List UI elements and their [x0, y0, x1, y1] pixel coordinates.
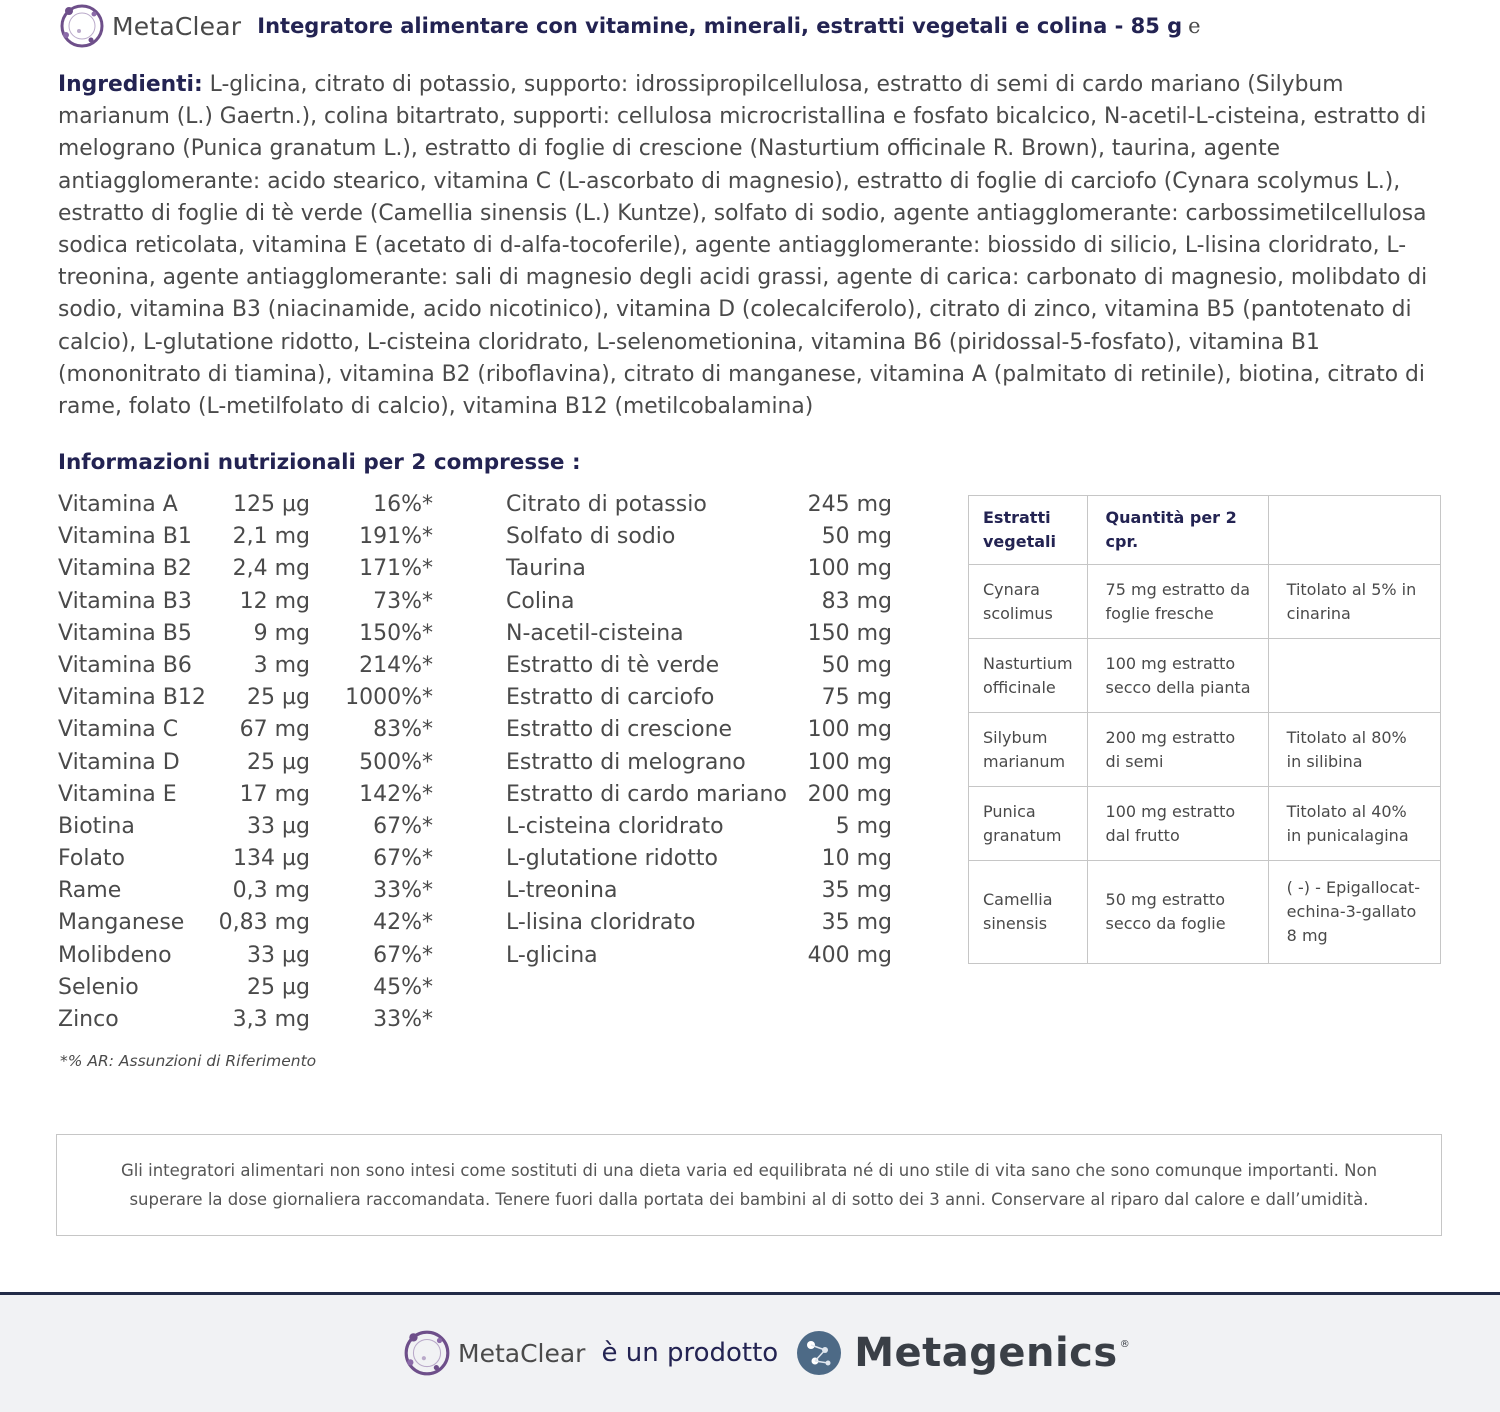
vitamin-percentage: 500%* [359, 749, 433, 775]
table-row [969, 639, 1441, 713]
nutrition-title: Informazioni nutrizionali per 2 compresse : [58, 450, 581, 475]
vitamin-percentage: 83%* [373, 717, 433, 743]
substance-name: Citrato di potassio [506, 492, 707, 517]
substance-name: Solfato di sodio [506, 524, 676, 550]
substance-quantity: 35 mg [821, 910, 892, 936]
table-row [506, 907, 894, 939]
table-row [506, 940, 894, 972]
substance-quantity: 50 mg [821, 524, 892, 550]
table-row [506, 553, 894, 585]
substance-name: Estratto di carciofo [506, 685, 715, 711]
metaclear-logo-icon [402, 1328, 452, 1378]
vitamin-name: Vitamina B5 [58, 620, 192, 646]
vitamin-name: Vitamina C [58, 717, 179, 743]
vitamin-name: Vitamina D [58, 749, 180, 775]
substance-quantity: 100 mg [807, 749, 892, 775]
vitamin-name: Selenio [58, 974, 139, 1000]
extract-amount: 100 mg estratto secco della pianta [1087, 639, 1268, 713]
extract-amount: 75 mg estratto da foglie fresche [1087, 565, 1268, 639]
table-row [58, 972, 438, 1004]
vitamin-percentage: 42%* [373, 910, 433, 936]
vitamin-name: Vitamina B3 [58, 588, 192, 614]
vitamin-percentage: 73%* [373, 588, 433, 614]
table-row [969, 787, 1441, 861]
vitamin-quantity: 67 mg [239, 717, 310, 743]
table-row [506, 521, 894, 553]
extracts-header-amount: Quantità per 2 cpr. [1087, 496, 1268, 565]
vitamin-name: Vitamina B2 [58, 556, 192, 582]
substance-quantity: 245 mg [807, 492, 892, 517]
vitamin-quantity: 2,1 mg [232, 524, 310, 550]
vitamin-percentage: 214%* [359, 652, 433, 678]
vitamin-percentage: 150%* [359, 620, 433, 646]
extract-amount: 100 mg estratto dal frutto [1087, 787, 1268, 861]
vitamin-quantity: 2,4 mg [232, 556, 310, 582]
table-row [506, 747, 894, 779]
vitamin-quantity: 12 mg [239, 588, 310, 614]
vitamin-percentage: 1000%* [345, 685, 433, 711]
table-row [58, 907, 438, 939]
footer-tagline: è un prodotto [601, 1338, 779, 1368]
extracts-header-row [969, 496, 1441, 565]
extract-plant: Camellia sinensis [969, 861, 1088, 964]
substance-quantity: 200 mg [807, 781, 892, 807]
extract-amount: 200 mg estratto di semi [1087, 713, 1268, 787]
vitamin-quantity: 17 mg [239, 781, 310, 807]
disclaimer-text: Gli integratori alimentari non sono intesi come sostituti di una dieta varia ed equilibrata né di uno stile di vita sano che sono comunque importanti. Non superare la dose giornaliera raccomandata. Tenere fuori dalla portata dei bambini al di sotto dei 3 anni. Conservare al riparo dal calore e dall’umidità. [120, 1161, 1378, 1209]
vitamin-name: Molibdeno [58, 942, 172, 968]
extract-amount: 50 mg estratto secco da foglie [1087, 861, 1268, 964]
table-row [506, 650, 894, 682]
table-row [58, 553, 438, 585]
extract-titration [1268, 639, 1440, 713]
table-row [506, 875, 894, 907]
ingredients-text: L-glicina, citrato di potassio, supporto: idrossipropilcellulosa, estratto di semi di cardo mariano (Silybum marianum (L.) Gaertn.), colina bitartrato, supporti: cellulosa microcristallina e fosfato bicalcico, N-acetil-L-cisteina, estratto di melograno (Punica granatum L.), estratto di foglie di crescione (Nasturtium officinale R. Brown), taurina, agente antiagglomerante: acido stearico, vitamina C (L-ascorbato di magnesio), estratto di foglie di carciofo (Cynara scolymus L.), estratto di foglie di tè verde (Camellia sinensis (L.) Kuntze), solfato di sodio, agente antiagglomerante: carbossimetilcellulosa sodica reticolata, vitamina E (acetato di d-alfa-tocoferile), agente antiagglomerante: biossido di silicio, L-lisina cloridrato, L-treonina, agente antiagglomerante: sali di magnesio degli acidi grassi, agente di carica: carbonato di magnesio, molibdato di sodio, vitamina B3 (niacinamide, acido nicotinico), vitamina D (colecalciferolo), citrato di zinco, vitamina B5 (pantotenato di calcio), L-glutatione ridotto, L-cisteina cloridrato, L-selenometionina, vitamina B6 (piridossal-5-fosfato), vitamina B1 (mononitrato di tiamina), vitamina B2 (riboflavina), citrato di manganese, vitamina A (palmitato di retinile), biotina, citrato di rame, folato (L-metilfolato di calcio), vitamina B12 (metilcobalamina) [58, 72, 1428, 420]
vitamin-quantity: 25 µg [247, 749, 310, 775]
product-title: Integratore alimentare con vitamine, minerali, estratti vegetali e colina - 85 g [257, 14, 1183, 38]
substance-name: Estratto di cardo mariano [506, 781, 787, 807]
vitamin-quantity: 3,3 mg [232, 1007, 310, 1032]
extract-titration: Titolato al 40% in punicalagina [1268, 787, 1440, 861]
vitamin-name: Manganese [58, 910, 185, 936]
vitamin-name: Vitamina B1 [58, 524, 192, 550]
table-row [58, 521, 438, 553]
substance-name: Taurina [506, 556, 586, 582]
table-row [506, 682, 894, 714]
vitamins-table [58, 489, 438, 1036]
table-row [58, 875, 438, 907]
table-row [506, 811, 894, 843]
ingredients-paragraph [58, 69, 1438, 423]
table-row [58, 586, 438, 618]
substance-name: Estratto di crescione [506, 717, 733, 743]
substance-quantity: 100 mg [807, 717, 892, 743]
vitamin-percentage: 33%* [373, 1007, 433, 1032]
footer [0, 1295, 1500, 1412]
substance-name: L-treonina [506, 878, 618, 904]
substance-name: L-glicina [506, 942, 598, 968]
vitamin-percentage: 142%* [359, 781, 433, 807]
extract-plant: Nasturtium officinale [969, 639, 1088, 713]
substance-quantity: 50 mg [821, 652, 892, 678]
footer-brand: MetaClear [458, 1338, 586, 1368]
substance-name: Estratto di tè verde [506, 652, 720, 678]
vitamin-quantity: 134 µg [233, 846, 310, 872]
vitamin-percentage: 191%* [359, 524, 433, 550]
table-row [58, 747, 438, 779]
extract-plant: Silybum marianum [969, 713, 1088, 787]
metagenics-logo-icon [796, 1330, 842, 1376]
header [58, 4, 1201, 48]
table-row [506, 714, 894, 746]
substance-name: N-acetil-cisteina [506, 620, 684, 646]
table-row [969, 861, 1441, 964]
metaclear-logo-icon [58, 2, 106, 50]
substance-quantity: 75 mg [821, 685, 892, 711]
title-suffix: e [1188, 14, 1201, 38]
vitamin-name: Rame [58, 878, 122, 904]
table-row [58, 1004, 438, 1036]
table-row [969, 713, 1441, 787]
table-row [506, 779, 894, 811]
footnote: *% AR: Assunzioni di Riferimento [60, 1052, 317, 1070]
vitamin-name: Zinco [58, 1007, 119, 1032]
substance-name: L-lisina cloridrato [506, 910, 696, 936]
vitamin-quantity: 33 µg [247, 942, 310, 968]
vitamin-percentage: 67%* [373, 813, 433, 839]
extracts-table [968, 495, 1441, 964]
table-row [58, 779, 438, 811]
substance-quantity: 100 mg [807, 556, 892, 582]
vitamin-quantity: 125 µg [233, 492, 310, 517]
vitamin-quantity: 33 µg [247, 813, 310, 839]
table-row [506, 843, 894, 875]
vitamin-name: Vitamina B12 [58, 685, 206, 711]
table-row [506, 586, 894, 618]
extracts-header-plant: Estratti vegetali [969, 496, 1088, 565]
substance-quantity: 35 mg [821, 878, 892, 904]
table-row [58, 618, 438, 650]
table-row [58, 843, 438, 875]
vitamin-percentage: 67%* [373, 942, 433, 968]
vitamin-quantity: 3 mg [253, 652, 310, 678]
substance-quantity: 83 mg [821, 588, 892, 614]
substance-quantity: 10 mg [821, 846, 892, 872]
substances-table [506, 489, 894, 972]
table-row [58, 489, 438, 521]
vitamin-name: Vitamina B6 [58, 652, 192, 678]
vitamin-name: Vitamina E [58, 781, 177, 807]
registered-mark: ® [1119, 1339, 1130, 1350]
table-row [58, 811, 438, 843]
table-row [58, 714, 438, 746]
ingredients-label: Ingredienti: [58, 72, 203, 97]
vitamin-percentage: 16%* [373, 492, 433, 517]
substance-name: Colina [506, 588, 575, 614]
company-name: Metagenics [854, 1330, 1118, 1376]
vitamin-name: Vitamina A [58, 492, 178, 517]
extract-titration: Titolato al 5% in cinarina [1268, 565, 1440, 639]
brand-name: MetaClear [112, 11, 242, 41]
vitamin-quantity: 0,3 mg [232, 878, 310, 904]
extract-plant: Punica granatum [969, 787, 1088, 861]
extract-plant: Cynara scolimus [969, 565, 1088, 639]
table-row [506, 489, 894, 521]
vitamin-quantity: 25 µg [247, 974, 310, 1000]
substance-name: Estratto di melograno [506, 749, 746, 775]
table-row [58, 940, 438, 972]
substance-quantity: 400 mg [807, 942, 892, 968]
extract-titration: ( -) - Epigallocat-echina-3-gallato 8 mg [1268, 861, 1440, 964]
substance-name: L-cisteina cloridrato [506, 813, 724, 839]
vitamin-percentage: 33%* [373, 878, 433, 904]
vitamin-quantity: 9 mg [253, 620, 310, 646]
extract-titration: Titolato al 80% in silibina [1268, 713, 1440, 787]
vitamin-quantity: 25 µg [247, 685, 310, 711]
vitamin-percentage: 171%* [359, 556, 433, 582]
vitamin-name: Biotina [58, 813, 135, 839]
table-row [58, 650, 438, 682]
disclaimer-box [56, 1134, 1442, 1236]
footer-branding [402, 1327, 1130, 1379]
table-row [969, 565, 1441, 639]
vitamin-name: Folato [58, 846, 126, 872]
table-row [506, 618, 894, 650]
extracts-header-titration [1268, 496, 1440, 565]
table-row [58, 682, 438, 714]
vitamin-percentage: 67%* [373, 846, 433, 872]
substance-name: L-glutatione ridotto [506, 846, 718, 872]
substance-quantity: 5 mg [835, 813, 892, 839]
substance-quantity: 150 mg [807, 620, 892, 646]
vitamin-quantity: 0,83 mg [218, 910, 310, 936]
vitamin-percentage: 45%* [373, 974, 433, 1000]
